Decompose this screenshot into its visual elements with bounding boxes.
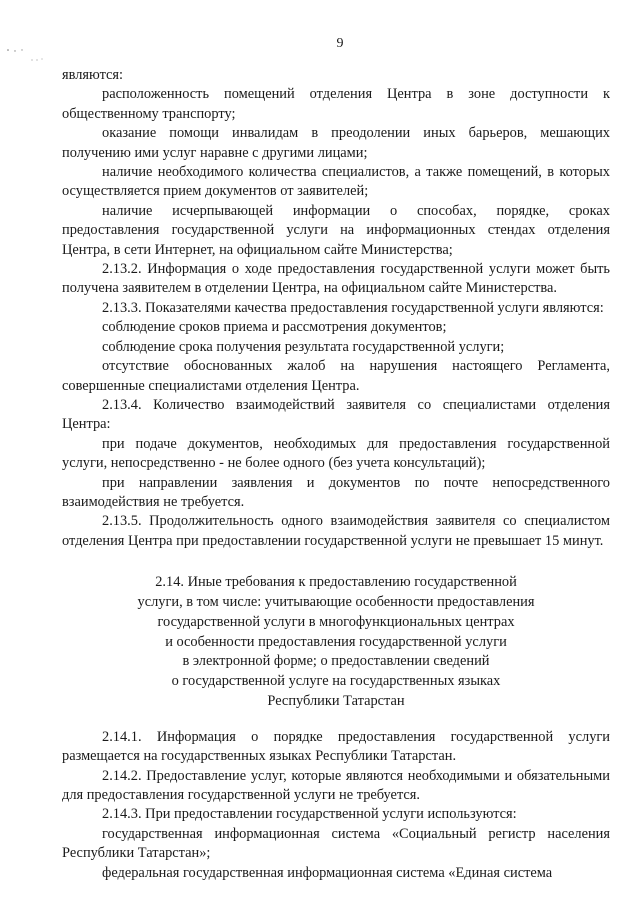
- paragraph: наличие исчерпывающей информации о способах, порядке, сроках предоставления государственной услуги на информационных стендах отделения Центра, в сети Интернет, на официальном сайте Министерства;: [62, 202, 610, 258]
- paragraph: 2.13.2. Информация о ходе предоставления государственной услуги может быть получена заявителем в отделении Центра, на официальном сайте Министерства.: [62, 261, 610, 297]
- section-heading-line: услуги, в том числе: учитывающие особенности предоставления: [137, 593, 535, 610]
- section-heading-line: Республики Татарстан: [267, 692, 405, 709]
- section-heading-line: 2.14. Иные требования к предоставлению государственной: [155, 574, 517, 591]
- section-heading-line: и особенности предоставления государственной услуги: [165, 633, 507, 650]
- document-body: [62, 66, 610, 883]
- paragraph: при подаче документов, необходимых для предоставления государственной услуги, непосредственно - не более одного (без учета консультаций);: [62, 435, 610, 472]
- paragraph: являются:: [62, 67, 124, 83]
- paragraph: соблюдение сроков приема и рассмотрения документов;: [102, 319, 447, 336]
- paragraph: государственная информационная система «Социальный регистр населения Республики Татарстан»;: [62, 825, 610, 862]
- paragraphs-after-section: [62, 728, 610, 883]
- paragraph: наличие необходимого количества специалистов, а также помещений, в которых осуществляется прием документов от заявителей;: [62, 164, 610, 200]
- paragraph: оказание помощи инвалидам в преодолении иных барьеров, мешающих получению ими услуг наравне с другими лицами;: [62, 125, 610, 161]
- section-heading-line: в электронной форме; о предоставлении сведений: [182, 653, 490, 670]
- section-heading-line: государственной услуги в многофункциональных центрах: [157, 613, 515, 630]
- section-heading: [62, 573, 610, 712]
- paragraphs-before-section: [62, 66, 610, 551]
- paragraph: 2.14.2. Предоставление услуг, которые являются необходимыми и обязательными для предоставления государственной услуги не требуется.: [62, 767, 610, 803]
- paragraph: 2.13.5. Продолжительность одного взаимодействия заявителя со специалистом отделения Центра при предоставлении государственной услуги не превышает 15 минут.: [62, 513, 610, 549]
- page-number: 9: [336, 36, 344, 51]
- paragraph: 2.13.4. Количество взаимодействий заявителя со специалистами отделения Центра:: [62, 396, 610, 433]
- section-heading-line: о государственной услуге на государственных языках: [171, 673, 501, 690]
- paragraph: расположенность помещений отделения Центра в зоне доступности к общественному транспорту;: [62, 86, 610, 122]
- paragraph: при направлении заявления и документов по почте непосредственного взаимодействия не требуется.: [62, 474, 610, 510]
- paragraph: 2.13.3. Показателями качества предоставления государственной услуги являются:: [102, 299, 604, 316]
- paragraph: 2.14.3. При предоставлении государственной услуги используются:: [102, 806, 517, 823]
- paragraph: 2.14.1. Информация о порядке предоставления государственной услуги размещается на государственных языках Республики Татарстан.: [62, 728, 610, 765]
- paragraph: отсутствие обоснованных жалоб на нарушения настоящего Регламента, совершенные специалистами отделения Центра.: [62, 358, 610, 394]
- paragraph: федеральная государственная информационная система «Единая система: [102, 864, 553, 881]
- paragraph: соблюдение срока получения результата государственной услуги;: [102, 338, 505, 355]
